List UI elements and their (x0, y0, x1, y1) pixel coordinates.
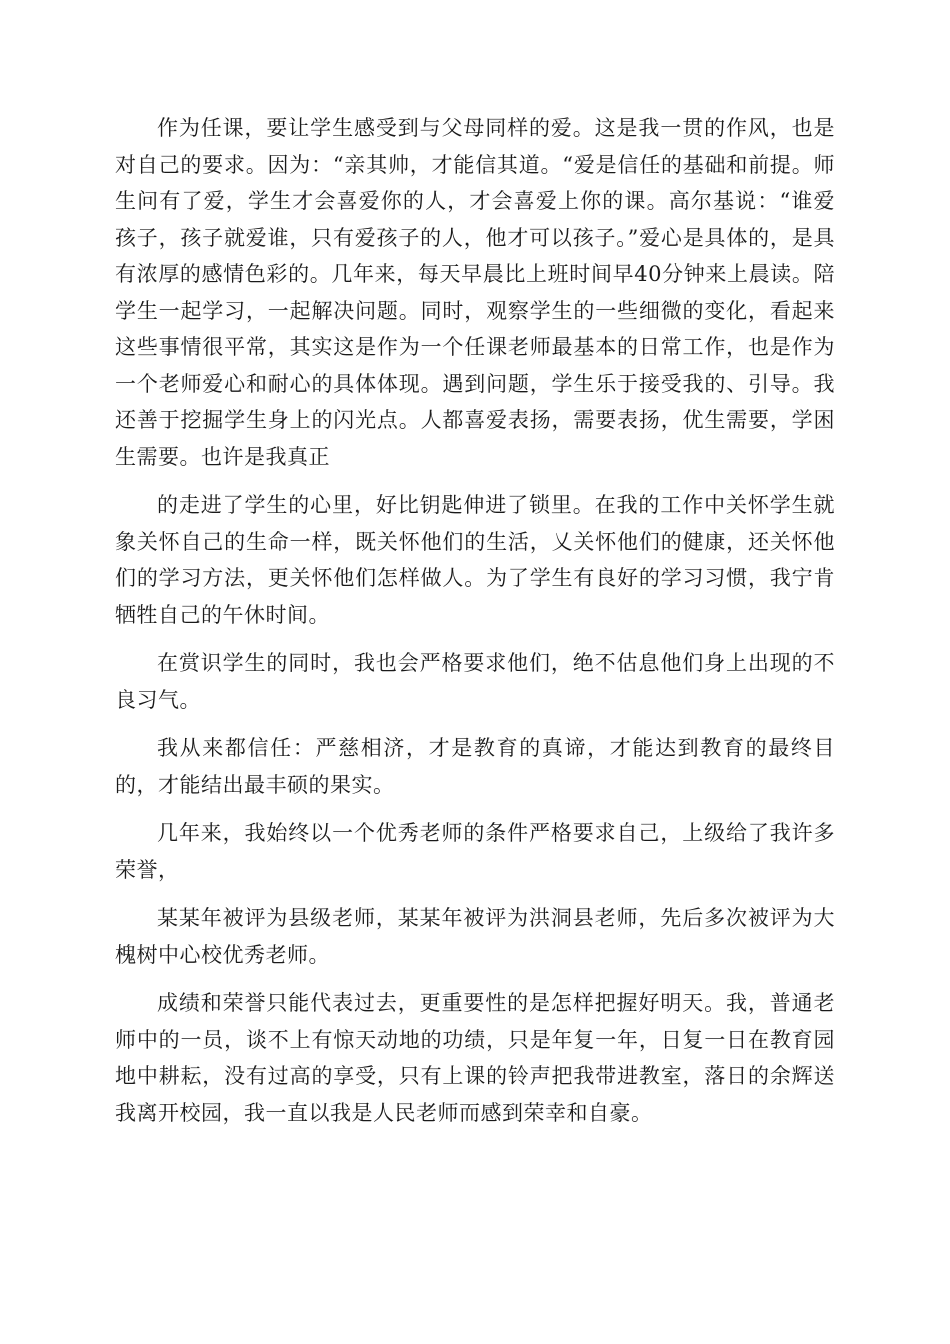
paragraph-1: 作为任课，要让学生感受到与父母同样的爱。这是我一贯的作风，也是对自己的要求。因为：“亲其帅，才能信其道。“爱是信任的基础和前提。师生问有了爱，学生才会喜爱你的人，才会喜爱上你的课。高尔基说：“谁爱孩子，孩子就爱谁，只有爱孩子的人，他才可以孩子。”爱心是具体的，是具有浓厚的感情色彩的。几年来，每天早晨比上班时间早40分钟来上晨读。陪学生一起学习，一起解决问题。同时，观察学生的一些细微的变化，看起来这些事情很平常，其实这是作为一个任课老师最基本的日常工作，也是作为一个老师爱心和耐心的具体体现。遇到问题，学生乐于接受我的、引导。我还善于挖掘学生身上的闪光点。人都喜爱表扬，需要表扬，优生需要，学困生需要。也许是我真正 (115, 116, 835, 469)
paragraph-5: 几年来，我始终以一个优秀老师的条件严格要求自己，上级给了我许多荣誉， (115, 821, 835, 882)
paragraph-4: 我从来都信任：严慈相济，才是教育的真谛，才能达到教育的最终目的，才能结出最丰硕的果实。 (115, 736, 835, 797)
document-body (115, 110, 835, 1143)
paragraph-2: 的走进了学生的心里，好比钥匙伸进了锁里。在我的工作中关怀学生就象关怀自己的生命一样，既关怀他们的生活，乂关怀他们的健康，还关怀他们的学习方法，更关怀他们怎样做人。为了学生有良好的学习习惯，我宁肯牺牲自己的午休时间。 (115, 493, 835, 627)
paragraph-7: 成绩和荣誉只能代表过去，更重要性的是怎样把握好明天。我，普通老师中的一员，谈不上有惊天动地的功绩，只是年复一年，日复一日在教育园地中耕耘，没有过高的享受，只有上课的铃声把我带进教室，落日的余辉送我离开校园，我一直以我是人民老师而感到荣幸和自豪。 (115, 991, 835, 1125)
paragraph-3: 在赏识学生的同时，我也会严格要求他们，绝不估息他们身上出现的不良习气。 (115, 651, 835, 712)
paragraph-6: 某某年被评为县级老师，某某年被评为洪洞县老师，先后多次被评为大槐树中心校优秀老师。 (115, 906, 835, 967)
